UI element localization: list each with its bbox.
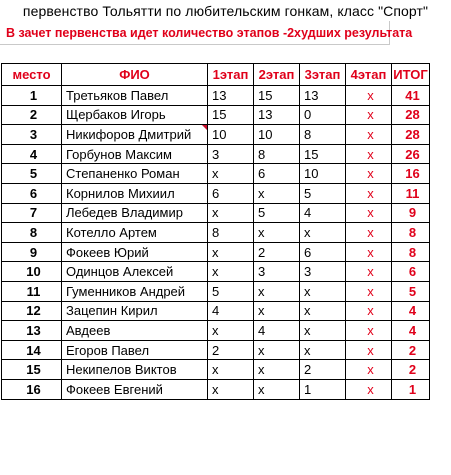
total-cell[interactable]: 26 (392, 144, 430, 164)
stage-2-cell[interactable]: x (254, 223, 300, 243)
table-row (2, 379, 430, 399)
table-row (2, 321, 430, 341)
stage-2-cell[interactable]: 15 (254, 86, 300, 106)
header-total[interactable]: ИТОГ (392, 64, 430, 86)
place-cell[interactable]: 16 (2, 379, 62, 399)
name-cell[interactable]: Гуменников Андрей (62, 281, 208, 301)
stage-2-cell[interactable]: 10 (254, 125, 300, 145)
stage-1-cell[interactable]: 3 (208, 144, 254, 164)
stage-1-cell[interactable]: x (208, 164, 254, 184)
name-cell[interactable]: Авдеев (62, 321, 208, 341)
place-cell[interactable]: 5 (2, 164, 62, 184)
name-cell[interactable]: Некипелов Виктов (62, 360, 208, 380)
stage-4-cell[interactable]: x (346, 105, 392, 125)
stage-2-cell[interactable]: 4 (254, 321, 300, 341)
stage-4-cell[interactable]: x (346, 203, 392, 223)
total-cell[interactable]: 16 (392, 164, 430, 184)
name-cell[interactable]: Щербаков Игорь (62, 105, 208, 125)
stage-3-cell[interactable]: 10 (300, 164, 346, 184)
stage-4-cell[interactable]: x (346, 281, 392, 301)
name-cell[interactable]: Горбунов Максим (62, 144, 208, 164)
sheet-title: первенство Тольятти по любительским гонкам, класс "Спорт" (22, 3, 429, 19)
stage-1-cell[interactable]: 13 (208, 86, 254, 106)
name-cell[interactable]: Котелло Артем (62, 223, 208, 243)
stage-3-cell[interactable]: 2 (300, 360, 346, 380)
header-row (2, 64, 430, 86)
stage-2-cell[interactable]: x (254, 301, 300, 321)
stage-1-cell[interactable]: x (208, 360, 254, 380)
header-name[interactable]: ФИО (62, 64, 208, 86)
total-cell[interactable]: 41 (392, 86, 430, 106)
total-cell[interactable]: 4 (392, 301, 430, 321)
comment-indicator-icon[interactable] (202, 125, 207, 130)
stage-3-cell[interactable]: 5 (300, 183, 346, 203)
stage-4-cell[interactable]: x (346, 144, 392, 164)
place-cell[interactable]: 2 (2, 105, 62, 125)
stage-1-cell[interactable]: x (208, 321, 254, 341)
header-stage-4[interactable]: 4этап (346, 64, 392, 86)
stage-4-cell[interactable]: x (346, 183, 392, 203)
name-cell[interactable]: Зацепин Кирил (62, 301, 208, 321)
stage-2-cell[interactable]: x (254, 379, 300, 399)
table-row (2, 164, 430, 184)
name-cell[interactable]: Одинцов Алексей (62, 262, 208, 282)
stage-3-cell[interactable]: 13 (300, 86, 346, 106)
results-body (2, 86, 430, 400)
total-cell[interactable]: 2 (392, 360, 430, 380)
table-row (2, 183, 430, 203)
total-cell[interactable]: 5 (392, 281, 430, 301)
stage-1-cell[interactable]: 2 (208, 340, 254, 360)
name-cell[interactable]: Степаненко Роман (62, 164, 208, 184)
place-cell[interactable]: 1 (2, 86, 62, 106)
header-place[interactable]: место (2, 64, 62, 86)
stage-2-cell[interactable]: 6 (254, 164, 300, 184)
stage-2-cell[interactable]: 13 (254, 105, 300, 125)
place-cell[interactable]: 11 (2, 281, 62, 301)
stage-2-cell[interactable]: 5 (254, 203, 300, 223)
total-cell[interactable]: 8 (392, 242, 430, 262)
name-cell[interactable]: Корнилов Михиил (62, 183, 208, 203)
stage-4-cell[interactable]: x (346, 242, 392, 262)
stage-3-cell[interactable]: 8 (300, 125, 346, 145)
name-cell[interactable]: Егоров Павел (62, 340, 208, 360)
place-cell[interactable]: 8 (2, 223, 62, 243)
total-cell[interactable]: 8 (392, 223, 430, 243)
stage-4-cell[interactable]: x (346, 164, 392, 184)
stage-2-cell[interactable]: x (254, 360, 300, 380)
table-row (2, 281, 430, 301)
name-cell[interactable]: Фокеев Евгений (62, 379, 208, 399)
table-row (2, 262, 430, 282)
stage-3-cell[interactable]: x (300, 223, 346, 243)
total-cell[interactable]: 6 (392, 262, 430, 282)
stage-1-cell[interactable]: 4 (208, 301, 254, 321)
stage-4-cell[interactable]: x (346, 301, 392, 321)
stage-3-cell[interactable]: 15 (300, 144, 346, 164)
name-cell[interactable]: Никифоров Дмитрий (62, 125, 208, 145)
place-cell[interactable]: 13 (2, 321, 62, 341)
stage-2-cell[interactable]: x (254, 183, 300, 203)
stage-3-cell[interactable]: 6 (300, 242, 346, 262)
stage-2-cell[interactable]: 2 (254, 242, 300, 262)
table-row (2, 301, 430, 321)
name-cell[interactable]: Лебедев Владимир (62, 203, 208, 223)
table-row (2, 340, 430, 360)
place-cell[interactable]: 6 (2, 183, 62, 203)
stage-1-cell[interactable]: x (208, 262, 254, 282)
place-cell[interactable]: 4 (2, 144, 62, 164)
place-cell[interactable]: 7 (2, 203, 62, 223)
stage-2-cell[interactable]: x (254, 281, 300, 301)
total-cell[interactable]: 1 (392, 379, 430, 399)
table-row (2, 203, 430, 223)
total-cell[interactable]: 2 (392, 340, 430, 360)
stage-3-cell[interactable]: x (300, 340, 346, 360)
name-cell[interactable]: Третьяков Павел (62, 86, 208, 106)
stage-2-cell[interactable]: 8 (254, 144, 300, 164)
name-cell[interactable]: Фокеев Юрий (62, 242, 208, 262)
table-row (2, 360, 430, 380)
stage-1-cell[interactable]: 6 (208, 183, 254, 203)
stage-4-cell[interactable]: x (346, 321, 392, 341)
stage-4-cell[interactable]: x (346, 86, 392, 106)
table-row (2, 223, 430, 243)
stage-3-cell[interactable]: 4 (300, 203, 346, 223)
header-stage-3[interactable]: 3этап (300, 64, 346, 86)
total-cell[interactable]: 11 (392, 183, 430, 203)
stage-2-cell[interactable]: 3 (254, 262, 300, 282)
place-cell[interactable]: 15 (2, 360, 62, 380)
total-cell[interactable]: 28 (392, 125, 430, 145)
stage-1-cell[interactable]: x (208, 379, 254, 399)
stage-4-cell[interactable]: x (346, 360, 392, 380)
place-cell[interactable]: 14 (2, 340, 62, 360)
total-cell[interactable]: 4 (392, 321, 430, 341)
results-table (1, 63, 430, 400)
stage-3-cell[interactable]: 3 (300, 262, 346, 282)
table-row (2, 125, 430, 145)
stage-1-cell[interactable]: 15 (208, 105, 254, 125)
header-stage-1[interactable]: 1этап (208, 64, 254, 86)
table-row (2, 144, 430, 164)
stage-3-cell[interactable]: 0 (300, 105, 346, 125)
stage-4-cell[interactable]: x (346, 262, 392, 282)
table-row (2, 105, 430, 125)
stage-3-cell[interactable]: x (300, 321, 346, 341)
scoring-note: В зачет первенства идет количество этапов -2худших результата (6, 26, 413, 40)
stage-2-cell[interactable]: x (254, 340, 300, 360)
table-row (2, 242, 430, 262)
stage-3-cell[interactable]: x (300, 301, 346, 321)
stage-1-cell[interactable]: x (208, 242, 254, 262)
stage-4-cell[interactable]: x (346, 379, 392, 399)
stage-1-cell[interactable]: 5 (208, 281, 254, 301)
stage-3-cell[interactable]: x (300, 281, 346, 301)
stage-1-cell[interactable]: 10 (208, 125, 254, 145)
place-cell[interactable]: 10 (2, 262, 62, 282)
header-stage-2[interactable]: 2этап (254, 64, 300, 86)
table-row (2, 86, 430, 106)
stage-4-cell[interactable]: x (346, 223, 392, 243)
stage-1-cell[interactable]: 8 (208, 223, 254, 243)
stage-4-cell[interactable]: x (346, 125, 392, 145)
place-cell[interactable]: 3 (2, 125, 62, 145)
stage-4-cell[interactable]: x (346, 340, 392, 360)
place-cell[interactable]: 9 (2, 242, 62, 262)
stage-3-cell[interactable]: 1 (300, 379, 346, 399)
total-cell[interactable]: 9 (392, 203, 430, 223)
place-cell[interactable]: 12 (2, 301, 62, 321)
stage-1-cell[interactable]: x (208, 203, 254, 223)
total-cell[interactable]: 28 (392, 105, 430, 125)
